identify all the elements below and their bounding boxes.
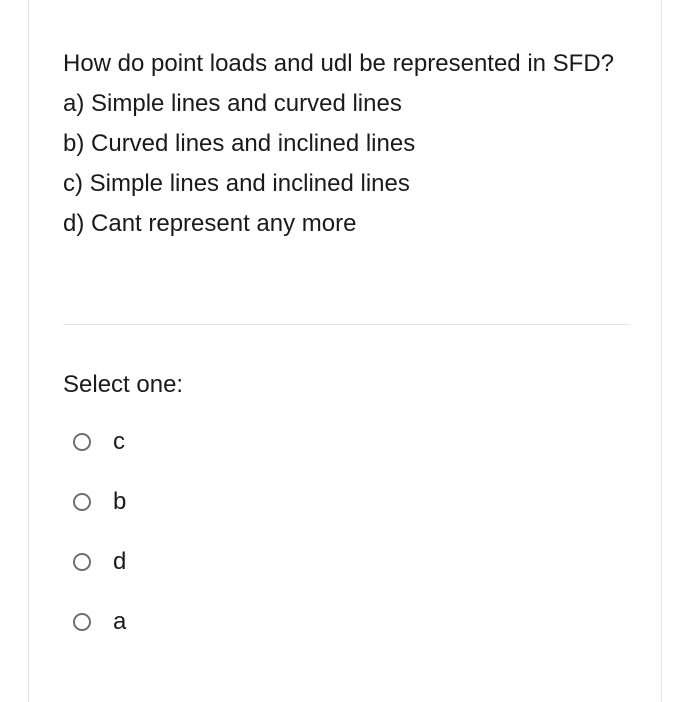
answer-option-c[interactable] xyxy=(73,412,126,472)
answer-options xyxy=(73,412,126,652)
answer-option-b[interactable] xyxy=(73,472,126,532)
radio-button[interactable] xyxy=(73,433,91,451)
answer-option-label: d xyxy=(113,548,127,575)
choice-d: d) Cant represent any more xyxy=(63,210,357,237)
answer-option-d[interactable] xyxy=(73,532,126,592)
answer-option-label: b xyxy=(113,488,127,515)
radio-button[interactable] xyxy=(73,493,91,511)
select-one-label: Select one: xyxy=(63,371,184,398)
question-card xyxy=(28,0,662,702)
question-block xyxy=(63,44,623,244)
answer-option-a[interactable] xyxy=(73,592,126,652)
radio-button[interactable] xyxy=(73,613,91,631)
answer-option-label: c xyxy=(113,428,125,455)
radio-button[interactable] xyxy=(73,553,91,571)
question-text: How do point loads and udl be represented in SFD? xyxy=(63,50,615,77)
choice-c: c) Simple lines and inclined lines xyxy=(63,170,410,197)
choice-a: a) Simple lines and curved lines xyxy=(63,90,402,117)
divider xyxy=(63,324,629,325)
choice-b: b) Curved lines and inclined lines xyxy=(63,130,416,157)
answer-option-label: a xyxy=(113,608,127,635)
